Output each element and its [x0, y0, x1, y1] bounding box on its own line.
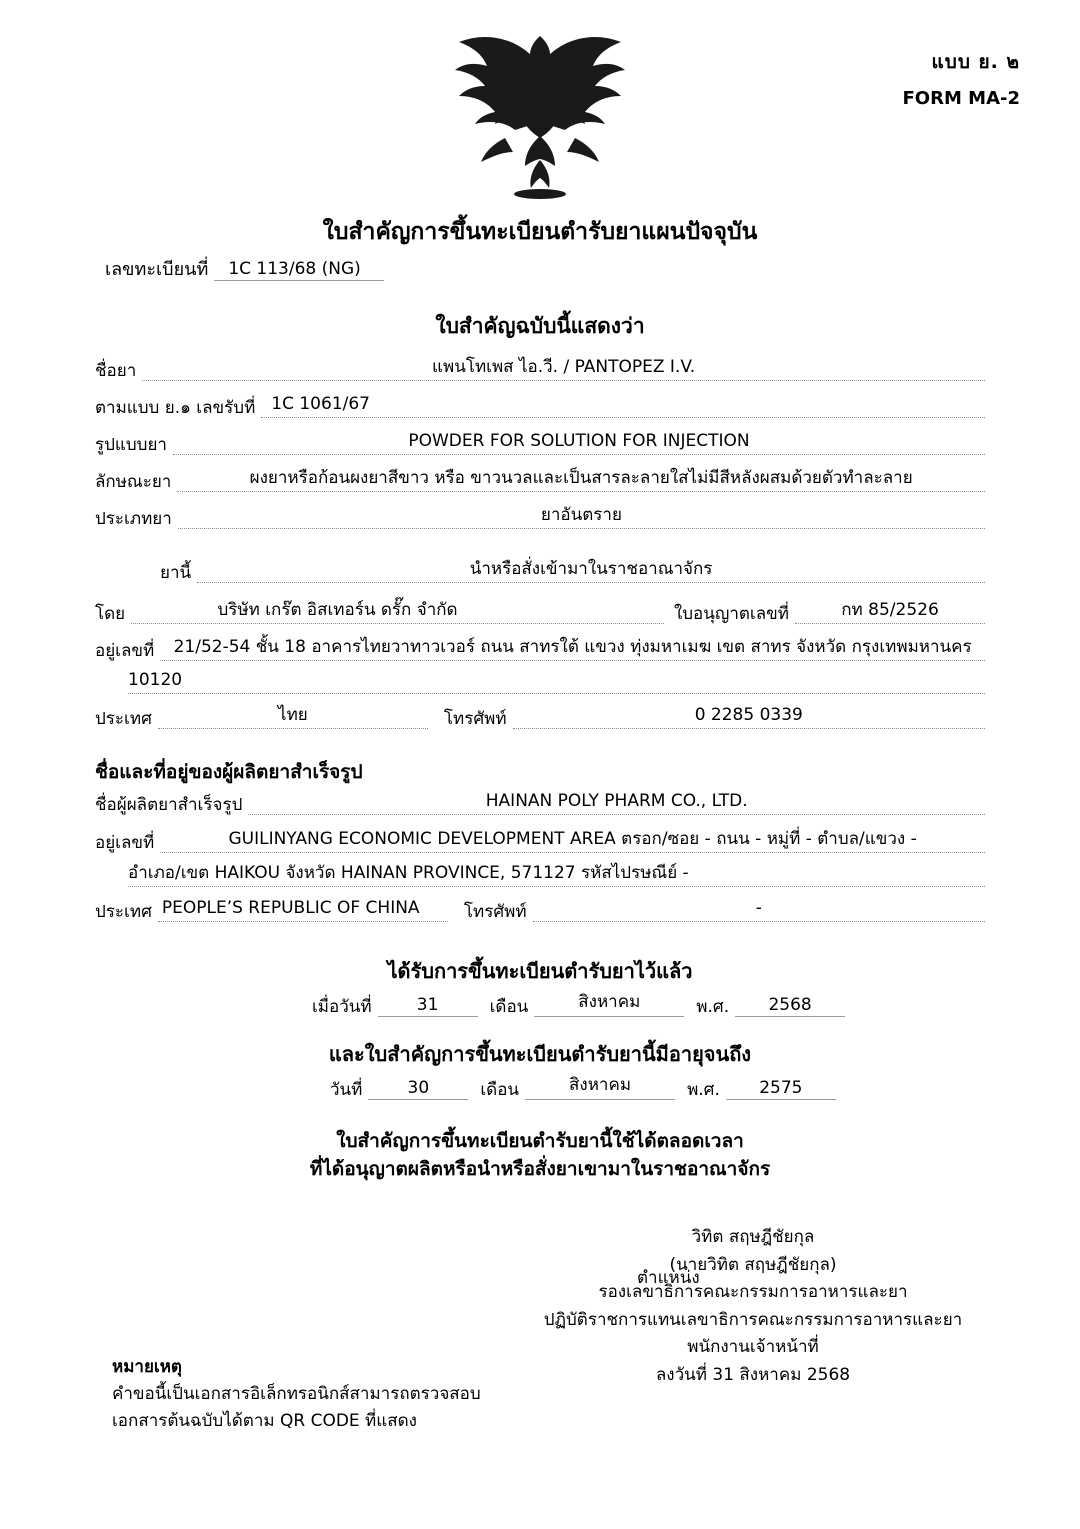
expiry-date-label: วันที่: [330, 1079, 363, 1100]
appearance-value: ผงยาหรือก้อนผงยาสีขาว หรือ ขาวนวลและเป็นสารละลายใสไม่มีสีหลังผสมด้วยตัวทำละลาย: [249, 468, 913, 488]
dosage-form-row: [95, 432, 985, 455]
appearance-label: ลักษณะยา: [95, 471, 172, 492]
licence-number-label: ใบอนุญาตเลขที่: [673, 603, 789, 624]
officer-label: พนักงานเจ้าหน้าที่: [687, 1337, 819, 1358]
expiry-month-field: [525, 1077, 675, 1100]
form-code-thai: แบบ ย. ๒: [931, 51, 1020, 73]
importer-address-row-1: [95, 638, 985, 661]
application-ref-field: [261, 395, 985, 418]
importer-company-value: บริษัท เกร๊ต อิสเทอร์น ดรั๊ก จำกัด: [217, 600, 458, 620]
registration-number-row: [105, 258, 405, 281]
notes-line-2: เอกสารต้นฉบับได้ตาม QR CODE ที่แสดง: [112, 1411, 417, 1432]
expiry-day-value: 30: [407, 1078, 430, 1098]
importer-address-field-1: [160, 638, 985, 661]
importer-address-line1: 21/52-54 ชั้น 18 อาคารไทยวาทาวเวอร์ ถนน สาทรใต้ แขวง ทุ่งมหาเมฆ เขต สาทร จังหวัด กรุงเทพมหานคร: [173, 637, 972, 657]
issue-date-row: [312, 994, 845, 1017]
application-ref-value: 1C 1061/67: [271, 394, 370, 414]
import-action-row: [160, 560, 985, 583]
expiry-year-value: 2575: [759, 1078, 803, 1098]
importer-country-field: [158, 706, 428, 729]
importer-address-label: อยู่เลขที่: [95, 640, 155, 661]
manufacturer-name-value: HAINAN POLY PHARM CO., LTD.: [485, 791, 748, 811]
page-title: ใบสำคัญการขึ้นทะเบียนตำรับยาแผนปัจจุบัน: [322, 219, 758, 245]
licence-number-value: กท 85/2526: [841, 600, 939, 620]
drug-name-label: ชื่อยา: [95, 360, 137, 381]
importer-address-line2: 10120: [128, 670, 183, 690]
garuda-emblem-icon: [0, 26, 1080, 206]
import-action-value: นำหรือสั่งเข้ามาในราชอาณาจักร: [469, 559, 713, 579]
drug-category-row: [95, 506, 985, 529]
importer-country-value: ไทย: [278, 705, 308, 725]
import-action-field: [197, 560, 985, 583]
manufacturer-address-row-2: [128, 864, 985, 887]
application-ref-row: [95, 395, 985, 418]
registration-number-label: เลขทะเบียนที่: [105, 259, 209, 281]
closing-line-2: ที่ได้อนุญาตผลิตหรือนำหรือสั่งยาเขามาในราชอาณาจักร: [309, 1157, 771, 1180]
licence-number-field: [795, 601, 985, 624]
signer-name-paren: (นายวิทิต สฤษฎีชัยกุล): [669, 1254, 837, 1275]
dosage-form-field: [173, 432, 985, 455]
issue-month-value: สิงหาคม: [578, 992, 641, 1012]
manufacturer-address-label: อยู่เลขที่: [95, 832, 155, 853]
drug-category-field: [178, 506, 985, 529]
registration-number-value: 1C 113/68 (NG): [228, 259, 361, 279]
manufacturer-name-field: [248, 792, 985, 815]
manufacturer-country-label: ประเทศ: [95, 901, 152, 922]
application-ref-label: ตามแบบ ย.๑ เลขรับที่: [95, 397, 256, 418]
signature-block: [538, 1224, 968, 1389]
manufacturer-name-label: ชื่อผู้ผลิตยาสำเร็จรูป: [95, 794, 243, 815]
position-label: ตำแหน่ง: [637, 1268, 700, 1288]
issue-day-field: [378, 994, 478, 1017]
importer-company-field: [131, 601, 664, 624]
importer-address-row-2: [128, 671, 985, 694]
form-code-english: FORM MA-2: [902, 88, 1020, 110]
manufacturer-phone-value: -: [755, 898, 762, 918]
appearance-field: [177, 469, 985, 492]
issue-month-field: [534, 994, 684, 1017]
expiry-month-value: สิงหาคม: [569, 1075, 632, 1095]
issue-year-label: พ.ศ.: [696, 996, 730, 1017]
importer-phone-value: 0 2285 0339: [694, 705, 803, 725]
issue-year-field: [735, 994, 845, 1017]
expiry-year-label: พ.ศ.: [687, 1079, 720, 1100]
manufacturer-country-value: PEOPLE’S REPUBLIC OF CHINA: [161, 898, 420, 918]
validity-heading: และใบสำคัญการขึ้นทะเบียนตำรับยานี้มีอายุจนถึง: [328, 1042, 752, 1066]
importer-phone-label: โทรศัพท์: [443, 708, 507, 729]
expiry-day-field: [368, 1077, 468, 1100]
manufacturer-phone-label: โทรศัพท์: [463, 901, 527, 922]
manufacturer-address-line2: อำเภอ/เขต HAIKOU จังหวัด HAINAN PROVINCE, 571127 รหัสไปรษณีย์ -: [128, 863, 689, 883]
manufacturer-country-field: [158, 899, 448, 922]
importer-country-label: ประเทศ: [95, 708, 152, 729]
notes-line-1: คำขอนี้เป็นเอกสารอิเล็กทรอนิกส์สามารถตรวจสอบ: [112, 1384, 481, 1405]
approval-heading: ได้รับการขึ้นทะเบียนตำรับยาไว้แล้ว: [387, 959, 693, 983]
manufacturer-phone-field: [533, 899, 985, 922]
registration-number-field: [214, 258, 384, 281]
issue-year-value: 2568: [768, 995, 812, 1015]
manufacturer-country-row: [95, 899, 985, 922]
this-drug-label: ยานี้: [160, 562, 192, 583]
importer-address-field-2: [128, 671, 985, 694]
manufacturer-name-row: [95, 792, 985, 815]
signer-name: วิทิต สฤษฎีชัยกุล: [691, 1227, 815, 1247]
importer-company-label: โดย: [95, 603, 126, 624]
drug-name-row: [95, 358, 985, 381]
expiry-date-row: [330, 1077, 836, 1100]
dosage-form-label: รูปแบบยา: [95, 434, 167, 455]
issue-date-label: เมื่อวันที่: [312, 996, 372, 1017]
manufacturer-address-field-2: [128, 864, 985, 887]
importer-country-row: [95, 706, 985, 729]
expiry-month-label: เดือน: [480, 1079, 520, 1100]
notes-title: หมายเหตุ: [112, 1357, 182, 1377]
certificate-statement: ใบสำคัญฉบับนี้แสดงว่า: [435, 314, 645, 338]
closing-statement: [0, 1128, 1080, 1183]
manufacturer-address-row-1: [95, 830, 985, 853]
drug-name-field: [142, 358, 985, 381]
importer-company-row: [95, 601, 985, 624]
drug-name-value: แพนโทเพส ไอ.วี. / PANTOPEZ I.V.: [432, 357, 696, 377]
notes-block: [112, 1354, 481, 1436]
signed-date: ลงวันที่ 31 สิงหาคม 2568: [655, 1364, 851, 1385]
closing-line-1: ใบสำคัญการขึ้นทะเบียนตำรับยานี้ใช้ได้ตลอดเวลา: [336, 1130, 744, 1152]
manufacturer-address-line1: GUILINYANG ECONOMIC DEVELOPMENT AREA ตรอก/ซอย - ถนน - หมู่ที่ - ตำบล/แขวง -: [228, 829, 917, 849]
expiry-year-field: [726, 1077, 836, 1100]
manufacturer-section-heading: ชื่อและที่อยู่ของผู้ผลิตยาสำเร็จรูป: [95, 761, 363, 783]
issue-month-label: เดือน: [489, 996, 529, 1017]
appearance-row: [95, 469, 985, 492]
signer-title-line-1: รองเลขาธิการคณะกรรมการอาหารและยา: [598, 1282, 908, 1303]
signer-title-line-2: ปฏิบัติราชการแทนเลขาธิการคณะกรรมการอาหารและยา: [543, 1309, 963, 1330]
drug-category-value: ยาอันตราย: [540, 505, 622, 525]
manufacturer-address-field-1: [160, 830, 985, 853]
dosage-form-value: POWDER FOR SOLUTION FOR INJECTION: [408, 431, 750, 451]
drug-category-label: ประเภทยา: [95, 508, 172, 529]
issue-day-value: 31: [416, 995, 439, 1015]
importer-phone-field: [513, 706, 985, 729]
